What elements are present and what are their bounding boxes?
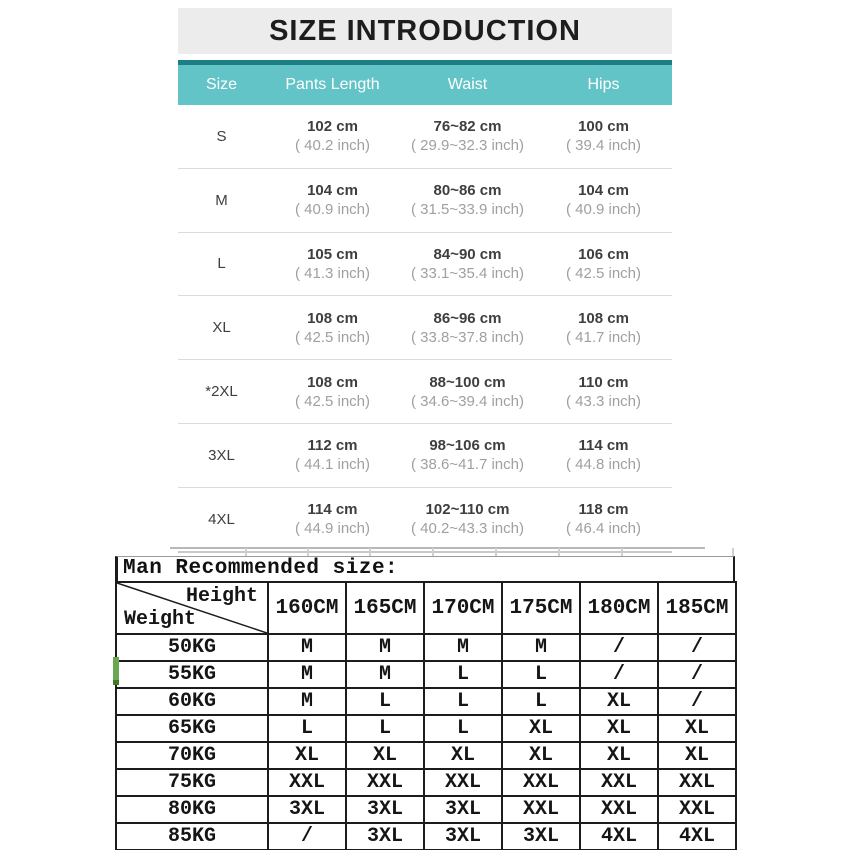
size-cell: /	[658, 634, 736, 661]
height-header-cell: 170CM	[424, 582, 502, 634]
size-cell: L	[346, 688, 424, 715]
inch-value: ( 46.4 inch)	[565, 520, 642, 538]
table-row	[116, 742, 736, 769]
size-cell: 4XL	[658, 823, 736, 850]
inch-value: ( 40.2 inch)	[294, 137, 371, 155]
size-cell: M	[502, 634, 580, 661]
table-row	[178, 296, 672, 360]
cm-value: 80~86 cm	[433, 182, 502, 200]
size-cell: L	[268, 715, 346, 742]
size-cell: XL	[658, 742, 736, 769]
recommend-size-grid	[115, 581, 737, 850]
pants-length-cell	[265, 436, 400, 474]
waist-cell	[400, 245, 535, 283]
hips-cell	[535, 373, 672, 411]
height-header-cell: 160CM	[268, 582, 346, 634]
cm-value: 110 cm	[578, 373, 629, 391]
inch-value: ( 40.2~43.3 inch)	[411, 520, 524, 538]
table-row	[178, 360, 672, 424]
grid-tick	[369, 548, 371, 556]
pants-length-cell	[265, 245, 400, 283]
inch-value: ( 40.9 inch)	[565, 201, 642, 219]
header-cell-pants: Pants Length	[285, 76, 380, 93]
size-cell: M	[268, 634, 346, 661]
weight-corner-label: Weight	[124, 608, 197, 631]
size-cell: /	[580, 661, 658, 688]
table-caption: Man Recommended size:	[115, 556, 735, 581]
hips-cell	[535, 245, 672, 283]
inch-value: ( 39.4 inch)	[565, 137, 642, 155]
size-cell: 3XL	[346, 823, 424, 850]
height-header-cell: 185CM	[658, 582, 736, 634]
size-cell: XXL	[502, 796, 580, 823]
hips-cell	[535, 117, 672, 155]
size-cell: 3XL	[268, 796, 346, 823]
weight-cell: 70KG	[116, 742, 268, 769]
waist-cell	[400, 373, 535, 411]
size-cell: XL	[502, 715, 580, 742]
inch-value: ( 31.5~33.9 inch)	[411, 201, 524, 219]
cm-value: 104 cm	[578, 182, 629, 200]
waist-cell	[400, 117, 535, 155]
size-cell: L	[502, 661, 580, 688]
header-cell-waist: Waist	[447, 76, 488, 93]
size-cell: L	[424, 688, 502, 715]
recommended-size-table	[115, 547, 735, 850]
size-cell: /	[658, 661, 736, 688]
inch-value: ( 41.7 inch)	[565, 328, 642, 346]
header-cell-size: Size	[205, 76, 238, 93]
size-cell: XXL	[580, 769, 658, 796]
weight-cell: 85KG	[116, 823, 268, 850]
cm-value: 102~110 cm	[425, 501, 510, 519]
grid-tick	[732, 548, 734, 556]
size-cell: XL	[658, 715, 736, 742]
table-row	[116, 688, 736, 715]
size-cell: /	[658, 688, 736, 715]
table-row	[116, 769, 736, 796]
inch-value: ( 29.9~32.3 inch)	[411, 137, 524, 155]
pants-length-cell	[265, 117, 400, 155]
height-header-cell: 165CM	[346, 582, 424, 634]
grid-tick	[432, 548, 434, 556]
cm-value: 86~96 cm	[433, 309, 502, 327]
size-cell: L	[346, 715, 424, 742]
grid-tick	[495, 548, 497, 556]
waist-cell	[400, 309, 535, 347]
weight-cell: 65KG	[116, 715, 268, 742]
cm-value: 88~100 cm	[429, 373, 506, 391]
size-cell: XL	[424, 742, 502, 769]
clipped-grid-line	[170, 547, 705, 549]
inch-value: ( 42.5 inch)	[294, 392, 371, 410]
size-cell: XXL	[346, 769, 424, 796]
weight-cell: 80KG	[116, 796, 268, 823]
cm-value: 84~90 cm	[433, 245, 502, 263]
inch-value: ( 43.3 inch)	[565, 392, 642, 410]
weight-cell: 55KG	[116, 661, 268, 688]
height-corner-label: Height	[185, 585, 258, 608]
cm-value: 106 cm	[578, 245, 629, 263]
size-cell: XXL	[502, 769, 580, 796]
size-cell: XL	[580, 742, 658, 769]
hips-cell	[535, 500, 672, 538]
size-label: M	[215, 191, 228, 209]
table-row	[178, 105, 672, 169]
inch-value: ( 42.5 inch)	[565, 264, 642, 282]
table-row	[178, 169, 672, 233]
size-cell: M	[268, 661, 346, 688]
size-cell: 3XL	[424, 796, 502, 823]
grid-tick	[621, 548, 623, 556]
cm-value: 108 cm	[578, 309, 629, 327]
page-title: SIZE INTRODUCTION	[269, 14, 581, 47]
inch-value: ( 40.9 inch)	[294, 201, 371, 219]
size-cell: 3XL	[502, 823, 580, 850]
cm-value: 118 cm	[578, 501, 629, 519]
size-table-header	[178, 60, 672, 105]
size-cell: 3XL	[346, 796, 424, 823]
table-row	[178, 424, 672, 488]
cm-value: 108 cm	[307, 309, 358, 327]
cm-value: 104 cm	[307, 182, 358, 200]
hips-cell	[535, 436, 672, 474]
cm-value: 114 cm	[307, 501, 358, 519]
size-cell: L	[424, 715, 502, 742]
table-row	[116, 634, 736, 661]
grid-tick	[307, 548, 309, 556]
table-row	[116, 661, 736, 688]
inch-value: ( 38.6~41.7 inch)	[411, 456, 524, 474]
cm-value: 114 cm	[578, 437, 629, 455]
size-cell: XL	[502, 742, 580, 769]
size-cell: XL	[580, 688, 658, 715]
pants-length-cell	[265, 373, 400, 411]
grid-tick	[245, 548, 247, 556]
size-label: L	[217, 255, 226, 273]
selection-handle	[113, 680, 119, 685]
pants-length-cell	[265, 181, 400, 219]
inch-value: ( 33.1~35.4 inch)	[411, 264, 524, 282]
size-cell: 4XL	[580, 823, 658, 850]
size-introduction-table	[178, 8, 672, 553]
size-cell: M	[346, 661, 424, 688]
waist-cell	[400, 500, 535, 538]
size-cell: XL	[268, 742, 346, 769]
hips-cell	[535, 309, 672, 347]
selection-marker	[113, 657, 119, 685]
corner-cell	[116, 582, 268, 634]
inch-value: ( 44.1 inch)	[294, 456, 371, 474]
title-bar	[178, 8, 672, 54]
size-label: 4XL	[208, 510, 235, 528]
cm-value: 102 cm	[307, 118, 358, 136]
inch-value: ( 34.6~39.4 inch)	[411, 392, 524, 410]
pants-length-cell	[265, 500, 400, 538]
height-header-cell: 175CM	[502, 582, 580, 634]
size-cell: XXL	[580, 796, 658, 823]
cm-value: 98~106 cm	[429, 437, 506, 455]
size-cell: M	[424, 634, 502, 661]
table-row	[116, 796, 736, 823]
height-header-cell: 180CM	[580, 582, 658, 634]
size-cell: /	[580, 634, 658, 661]
size-cell: XXL	[658, 796, 736, 823]
inch-value: ( 44.8 inch)	[565, 456, 642, 474]
size-cell: L	[502, 688, 580, 715]
rec-table-body	[116, 582, 736, 850]
size-cell: XL	[580, 715, 658, 742]
size-label: 3XL	[208, 446, 235, 464]
table-row	[178, 233, 672, 297]
header-cell-hips: Hips	[587, 76, 620, 93]
waist-cell	[400, 181, 535, 219]
size-label: XL	[212, 319, 231, 337]
size-table-body	[178, 105, 672, 553]
cm-value: 108 cm	[307, 373, 358, 391]
weight-cell: 60KG	[116, 688, 268, 715]
cm-value: 105 cm	[307, 245, 358, 263]
clipped-grid-row	[115, 547, 735, 556]
rec-header-row	[116, 582, 736, 634]
pants-length-cell	[265, 309, 400, 347]
weight-cell: 75KG	[116, 769, 268, 796]
size-cell: XXL	[268, 769, 346, 796]
size-cell: XXL	[658, 769, 736, 796]
size-cell: 3XL	[424, 823, 502, 850]
size-cell: M	[346, 634, 424, 661]
inch-value: ( 33.8~37.8 inch)	[411, 328, 524, 346]
size-cell: XXL	[424, 769, 502, 796]
table-row	[178, 488, 672, 553]
size-label: *2XL	[205, 383, 238, 401]
hips-cell	[535, 181, 672, 219]
size-cell: XL	[346, 742, 424, 769]
inch-value: ( 44.9 inch)	[294, 520, 371, 538]
cm-value: 100 cm	[578, 118, 629, 136]
grid-tick	[558, 548, 560, 556]
waist-cell	[400, 436, 535, 474]
inch-value: ( 42.5 inch)	[294, 328, 371, 346]
size-cell: L	[424, 661, 502, 688]
cm-value: 112 cm	[307, 437, 358, 455]
cm-value: 76~82 cm	[433, 118, 502, 136]
size-label: S	[216, 127, 227, 145]
table-row	[116, 715, 736, 742]
table-row	[116, 823, 736, 850]
inch-value: ( 41.3 inch)	[294, 264, 371, 282]
size-cell: M	[268, 688, 346, 715]
weight-cell: 50KG	[116, 634, 268, 661]
size-cell: /	[268, 823, 346, 850]
